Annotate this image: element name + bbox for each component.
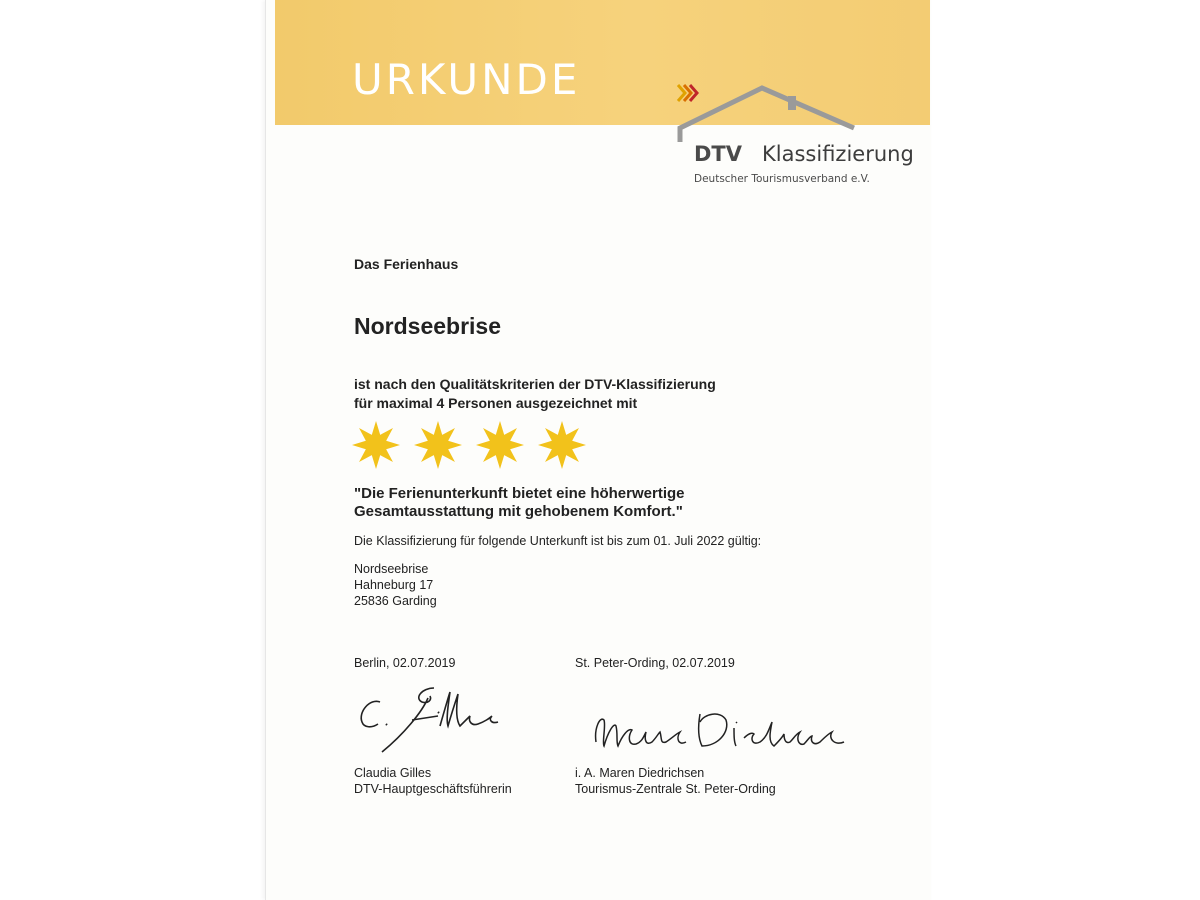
- star-icon: [351, 420, 401, 470]
- criteria-line-2: für maximal 4 Personen ausgezeichnet mit: [354, 395, 638, 411]
- address-street: Hahneburg 17: [354, 578, 434, 592]
- validity-text: Die Klassifizierung für folgende Unterkunft ist bis zum 01. Juli 2022 gültig:: [354, 534, 762, 548]
- star-icon: [413, 420, 463, 470]
- address-city: 25836 Garding: [354, 594, 437, 608]
- certificate-title: URKUNDE: [352, 55, 581, 104]
- dtv-logo: [676, 82, 914, 192]
- quote-line-2: Gesamtausstattung mit gehobenem Komfort.": [354, 503, 683, 520]
- quote-line-1: "Die Ferienunterkunft bietet eine höherwertige: [354, 485, 685, 502]
- intro-text: Das Ferienhaus: [354, 256, 459, 272]
- left-signature: [352, 682, 512, 757]
- left-place-date: Berlin, 02.07.2019: [354, 656, 456, 670]
- logo-subtitle: Deutscher Tourismusverband e.V.: [694, 173, 870, 185]
- star-rating: [351, 420, 591, 472]
- address-name: Nordseebrise: [354, 562, 429, 576]
- star-icon: [475, 420, 525, 470]
- right-signer-role: Tourismus-Zentrale St. Peter-Ording: [575, 782, 776, 796]
- logo-brand: DTV: [694, 142, 743, 166]
- right-place-date: St. Peter-Ording, 02.07.2019: [575, 656, 735, 670]
- logo-name: Klassifizierung: [762, 142, 914, 166]
- property-name: Nordseebrise: [354, 313, 502, 339]
- chevron-arrows-icon: [676, 82, 700, 104]
- right-signature: [588, 702, 858, 762]
- left-signer-name: Claudia Gilles: [354, 766, 432, 780]
- star-icon: [537, 420, 587, 470]
- left-signer-role: DTV-Hauptgeschäftsführerin: [354, 782, 512, 796]
- right-signer-name: i. A. Maren Diedrichsen: [575, 766, 705, 780]
- criteria-line-1: ist nach den Qualitätskriterien der DTV-Klassifizierung: [354, 376, 716, 392]
